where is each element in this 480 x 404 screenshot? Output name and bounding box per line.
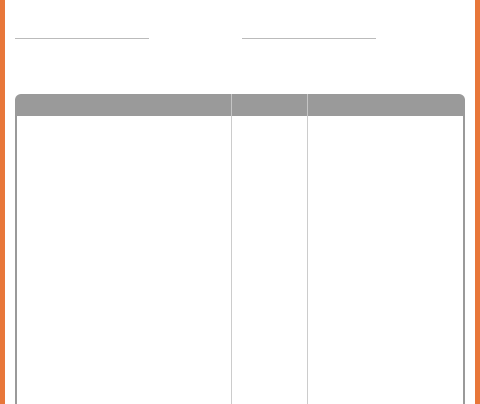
header-correct-answer [231, 94, 307, 116]
column-divider [231, 116, 232, 404]
scorecard-table [15, 94, 465, 404]
header-question [15, 94, 231, 116]
responsiveness-label [242, 36, 376, 39]
accuracy-label [15, 36, 149, 39]
header-answer-given [307, 94, 465, 116]
score-summary-panel [5, 0, 475, 404]
column-divider [307, 116, 308, 404]
scorecard-header [15, 94, 465, 116]
scorecard-body [17, 116, 463, 404]
accuracy-metric [15, 36, 149, 42]
responsiveness-metric [242, 36, 376, 42]
